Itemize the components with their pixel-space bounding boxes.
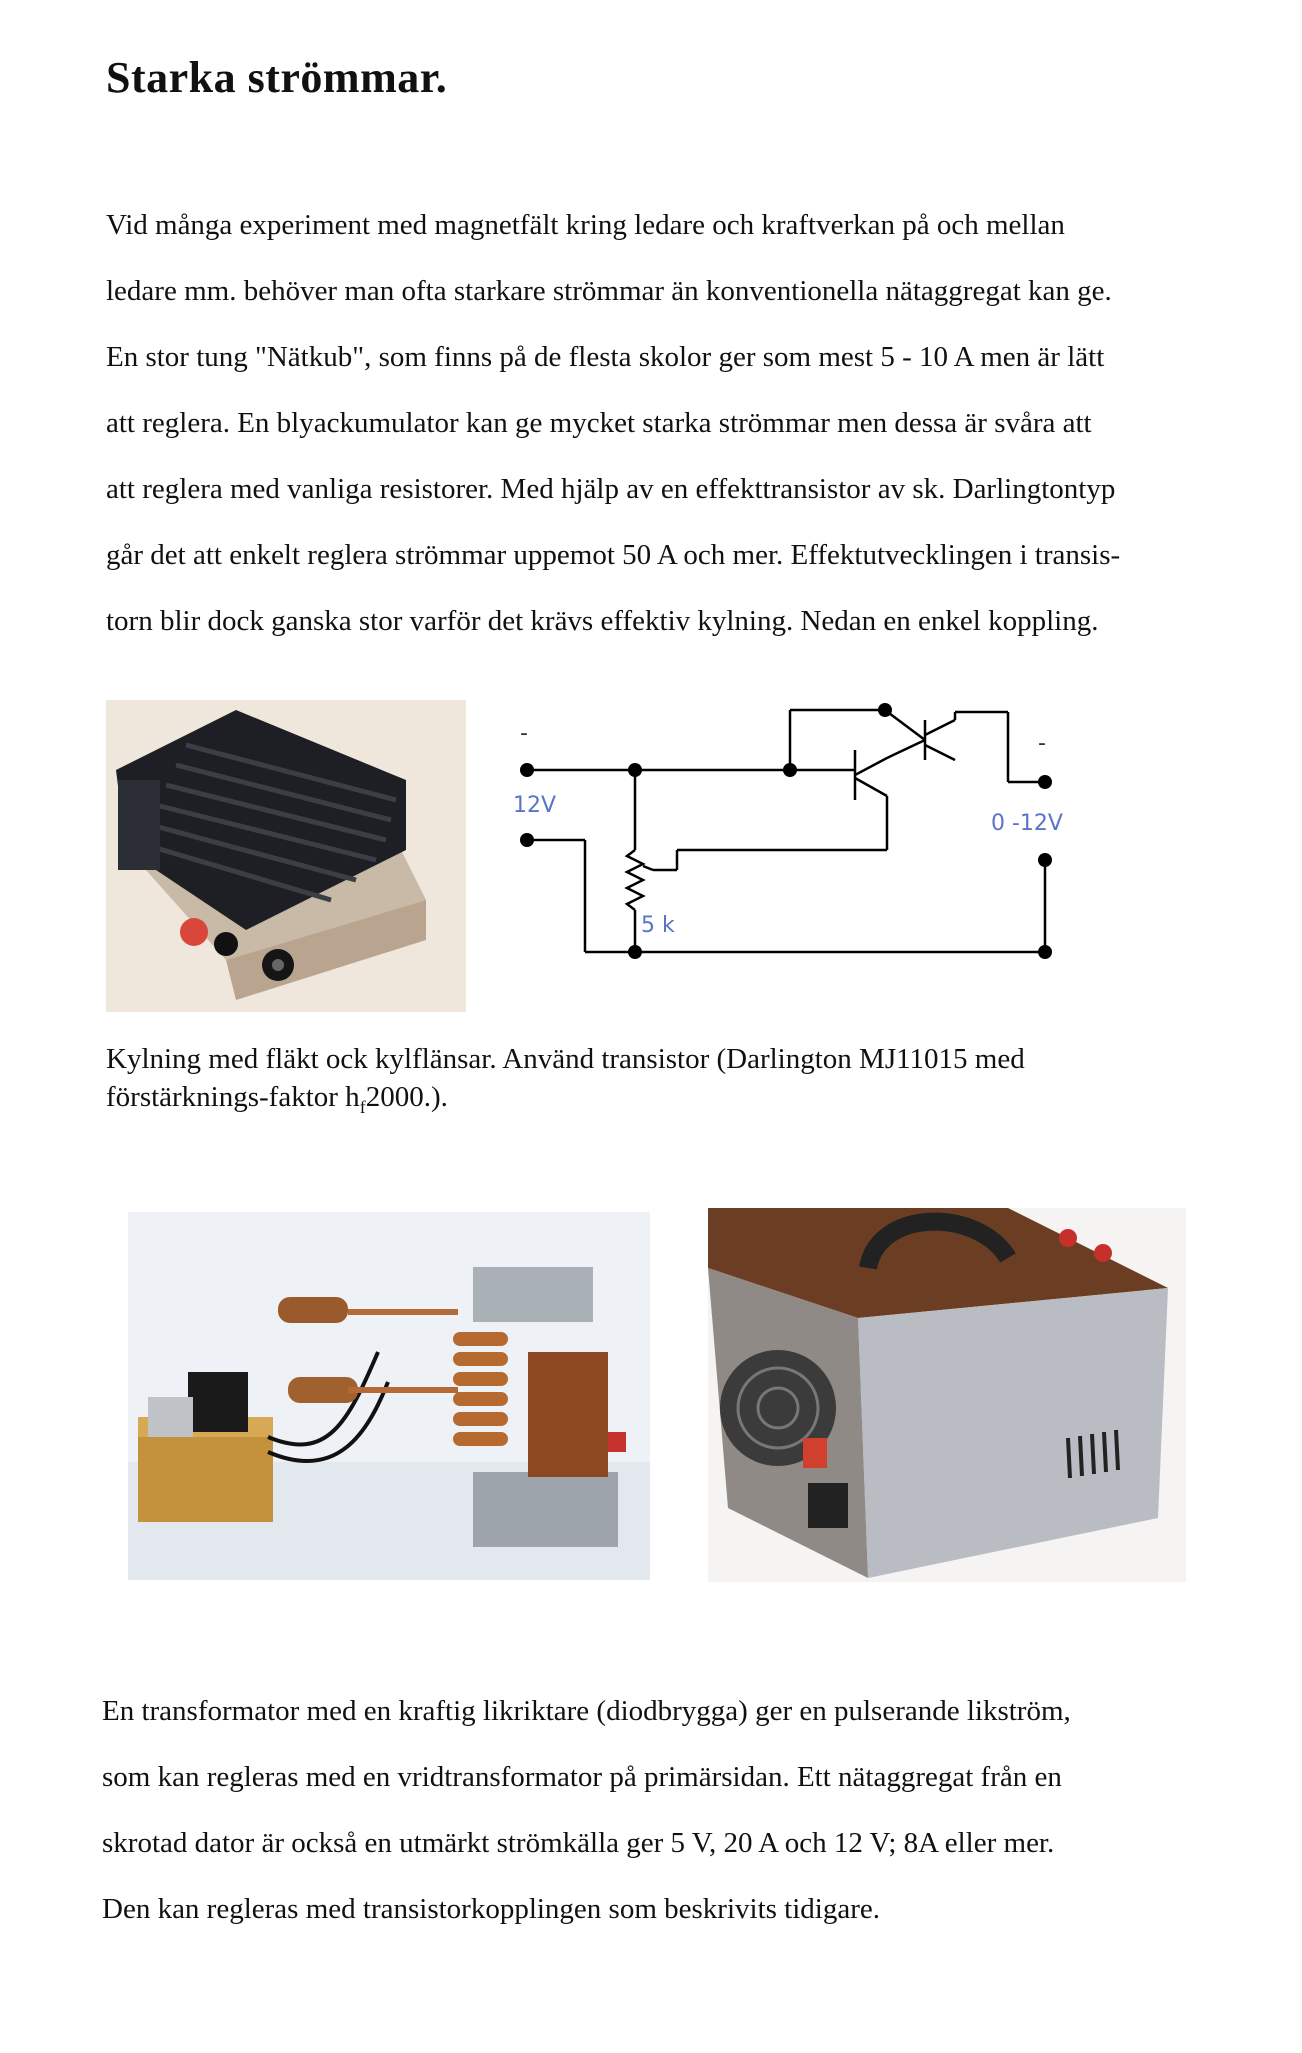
figure-caption (106, 1040, 1286, 1126)
caption-line (106, 1078, 1286, 1126)
intro-line: går det att enkelt reglera strömmar uppemot 50 A och mer. Effektutvecklingen i transis- (106, 539, 1121, 571)
page-title: Starka strömmar. (106, 53, 448, 102)
circuit-nodes (520, 703, 1052, 959)
pot-value-label: 5 k (641, 913, 675, 938)
caption-subscript: f (359, 1096, 366, 1117)
heatsink-photo (106, 700, 466, 1012)
coil-apparatus-illustration (128, 1212, 650, 1580)
intro-line: En stor tung "Nätkub", som finns på de flesta skolor ger som mest 5 - 10 A men är lätt (106, 341, 1105, 373)
coil-apparatus-photo (128, 1212, 650, 1580)
outro-line: Den kan regleras med transistorkopplingen som beskrivits tidigare. (102, 1893, 880, 1925)
circuit-wires (527, 710, 1045, 952)
caption-text: 2000.). (365, 1081, 448, 1113)
outro-line: skrotad dator är också en utmärkt strömkälla ger 5 V, 20 A och 12 V; 8A eller mer. (102, 1827, 1055, 1859)
intro-line: att reglera. En blyackumulator kan ge mycket starka strömmar men dessa är svåra att (106, 407, 1092, 439)
voltage-out-label: 0 -12V (991, 811, 1063, 836)
closing-paragraph (102, 1678, 1282, 1942)
minus-right-label: - (1038, 731, 1046, 756)
computer-psu-photo (708, 1208, 1186, 1582)
intro-paragraph (106, 192, 1286, 654)
intro-line: Vid många experiment med magnetfält kring ledare och kraftverkan på och mellan (106, 209, 1065, 241)
darlington-circuit-diagram (505, 700, 1075, 970)
minus-left-label: - (520, 721, 528, 746)
intro-line: torn blir dock ganska stor varför det krävs effektiv kylning. Nedan en enkel koppling. (106, 605, 1099, 637)
intro-line: ledare mm. behöver man ofta starkare strömmar än konventionella nätaggregat kan ge. (106, 275, 1112, 307)
psu-illustration (708, 1208, 1186, 1582)
caption-line: Kylning med fläkt ock kylflänsar. Använd transistor (Darlington MJ11015 med (106, 1043, 1025, 1075)
outro-line: En transformator med en kraftig likriktare (diodbrygga) ger en pulserande likström, (102, 1695, 1071, 1727)
caption-text: förstärknings-faktor h (106, 1081, 360, 1113)
outro-line: som kan regleras med en vridtransformator på primärsidan. Ett nätaggregat från en (102, 1761, 1062, 1793)
heatsink-illustration (106, 700, 466, 1012)
intro-line: att reglera med vanliga resistorer. Med hjälp av en effekttransistor av sk. Darlingtontyp (106, 473, 1116, 505)
voltage-in-label: 12V (513, 793, 557, 818)
